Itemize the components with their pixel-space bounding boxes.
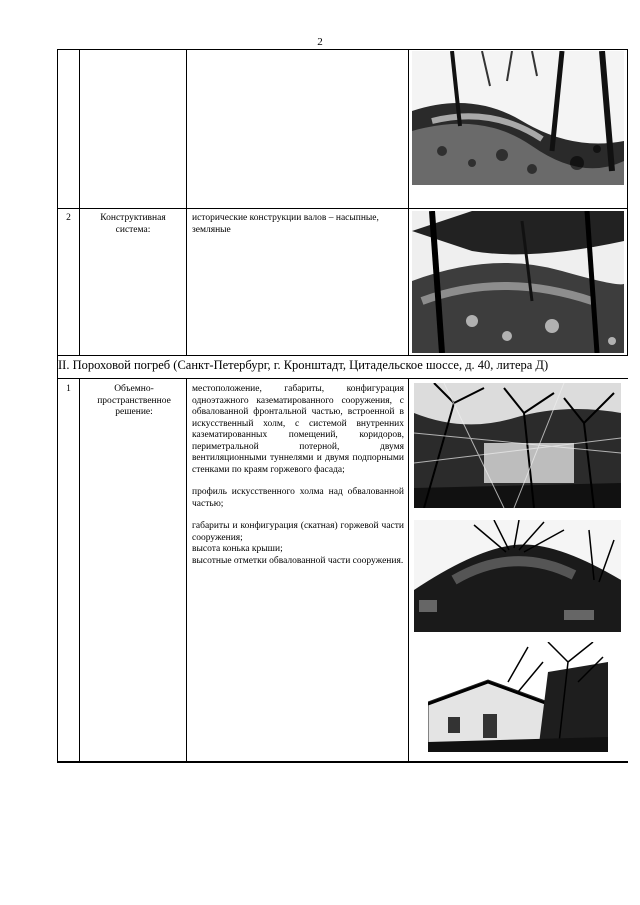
column-divider [408, 49, 409, 355]
column-divider [627, 49, 628, 355]
row-divider [57, 208, 628, 209]
photo-magazine-mound [414, 520, 621, 632]
column-divider [408, 378, 409, 762]
row-characteristic: Объемно-пространственное решение: [97, 384, 171, 417]
column-divider [186, 378, 187, 762]
column-divider [79, 49, 80, 355]
row-characteristic: Конструктивная система: [100, 213, 166, 235]
column-divider [186, 49, 187, 355]
photo-rampart-path [412, 51, 624, 185]
table-border-left [57, 49, 58, 763]
description-paragraph: высотные отметки обвалованной части сооружения. [192, 555, 404, 566]
description-paragraph: высота конька крыши; [192, 544, 283, 554]
description-paragraph: местоположение, габариты, конфигурация одноэтажного казематированного сооружения, с обвалованной фронтальной частью, встроенной в искусственный холм, с системой внутренних казематированных помещений, коридоров, периметральной потерной, двумя вентиляционными туннелями и двумя подпорными стенками по краям горжевого фасада; [192, 384, 404, 475]
column-divider [79, 378, 80, 762]
table-border-top [57, 49, 628, 50]
description-paragraph: габариты и конфигурация (скатная) горжевой части сооружения; [192, 521, 404, 543]
photo-magazine-trees [414, 383, 621, 508]
row-number: 2 [66, 213, 71, 223]
table-border-bottom [57, 761, 628, 763]
description-paragraph: профиль искусственного холма над обвалованной частью; [192, 487, 404, 509]
row-description-block [192, 384, 404, 567]
row-divider [57, 355, 628, 356]
section-title: II. Пороховой погреб (Санкт-Петербург, г. Кронштадт, Цитадельское шоссе, д. 40, литера Д) [58, 358, 549, 372]
page-number: 2 [317, 36, 323, 48]
photo-rampart-slope [412, 211, 624, 353]
row-number: 1 [66, 384, 71, 394]
row-description: исторические конструкции валов – насыпные, земляные [192, 213, 379, 235]
photo-magazine-building [428, 642, 608, 752]
row-divider [57, 378, 628, 379]
